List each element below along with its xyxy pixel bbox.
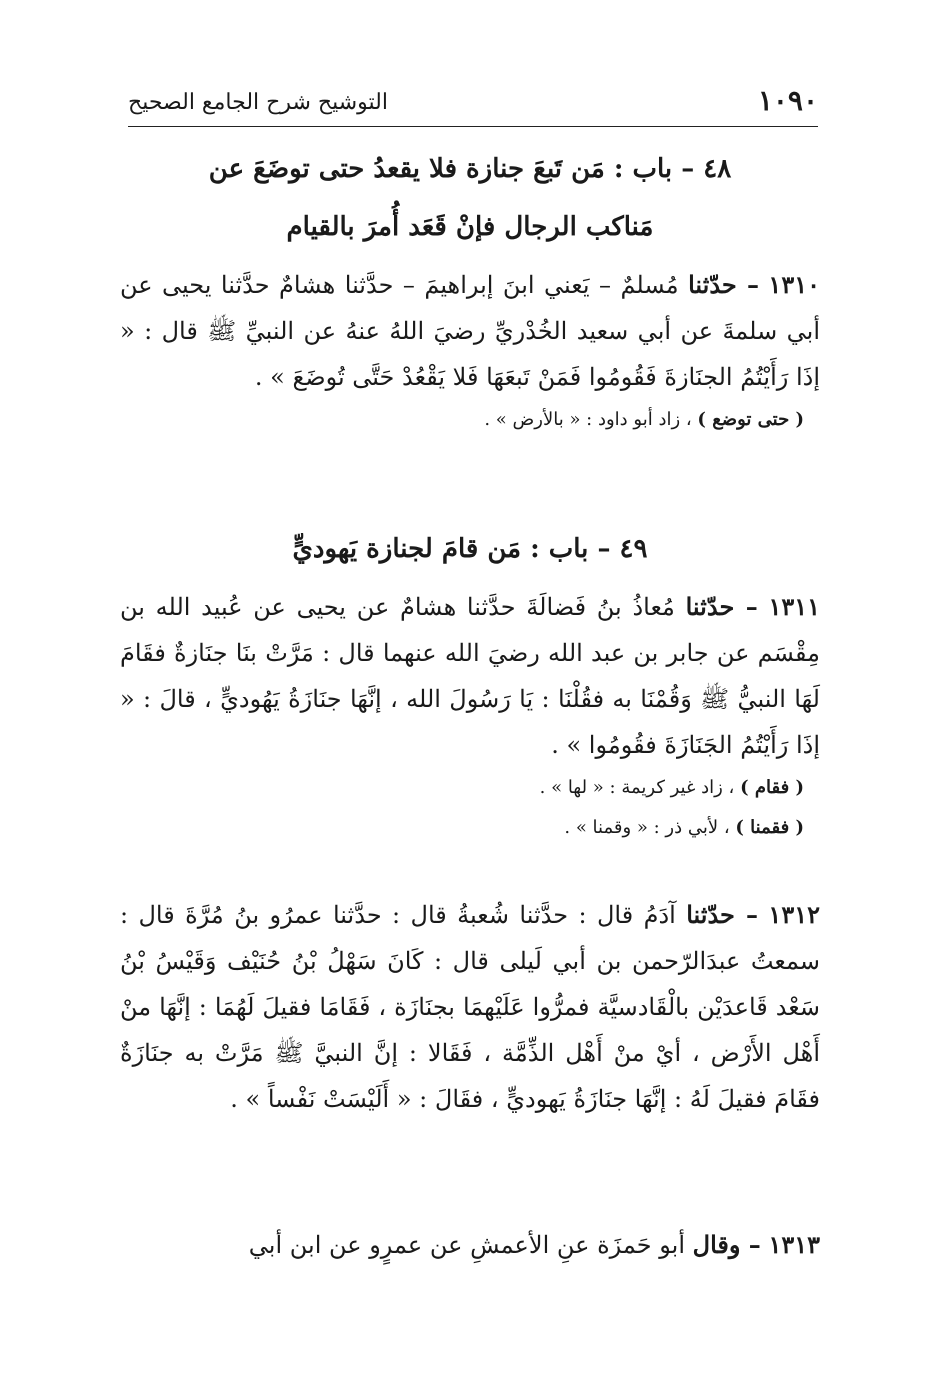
page-header bbox=[128, 82, 818, 127]
hadith-number: ١٣١١ bbox=[768, 592, 820, 621]
hadith-body: مُسلمٌ – يَعني ابنَ إبراهيمَ – حدَّثنا هشامٌ حدَّثنا يحيى عن أبي سلمةَ عن أبي سعيد الخُدْريِّ رضيَ اللهُ عنهُ عن النبيِّ ﷺ قال : « إذَا رَأَيْتُمُ الجنَازةَ فَقُومُوا فَمَنْ تَبعَهَا فَلا يَقْعُدْ حَتَّى تُوضَعَ » . bbox=[120, 271, 820, 391]
hadith-1313 bbox=[120, 1222, 820, 1268]
note-text: ، لأبي ذر : « وقمنا » . bbox=[564, 817, 730, 838]
note-term: ( حتى توضع ) bbox=[697, 409, 804, 430]
note-term: ( فقام ) bbox=[740, 777, 804, 798]
hadith-1310-note bbox=[120, 400, 820, 440]
note-text: ، زاد أبو داود : « بالأرض » . bbox=[484, 409, 692, 430]
hadith-1310-text bbox=[120, 262, 820, 400]
hadith-1310 bbox=[120, 262, 820, 440]
hadith-body: مُعاذُ بنُ فَضالَةَ حدَّثنا هشامٌ عن يحيى عن عُبيد الله بن مِقْسَم عن جابر بن عبد الله رضيَ الله عنهما قال : مَرَّتْ بنَا جنَازةٌ فقَامَ لَهَا النبيُّ ﷺ وَقُمْنَا به فقُلْنَا : يَا رَسُولَ الله ، إنَّهَا جنَازَةُ يَهُوديٍّ ، قالَ : « إذَا رَأَيْتُمُ الجَنَازَةَ فقُومُوا » . bbox=[120, 593, 820, 759]
hadith-number: ١٣١٣ bbox=[768, 1230, 820, 1259]
hadith-number: ١٣١٠ bbox=[768, 270, 820, 299]
hadith-1313-text bbox=[120, 1222, 820, 1268]
hadith-1311 bbox=[120, 584, 820, 848]
hadith-1311-text bbox=[120, 584, 820, 768]
hadith-1312 bbox=[120, 892, 820, 1122]
note-text: ، زاد غير كريمة : « لها » . bbox=[539, 777, 735, 798]
hadith-number: ١٣١٢ bbox=[768, 900, 820, 929]
hadith-lead: – حدّثنا bbox=[688, 270, 759, 299]
running-title: التوشيح شرح الجامع الصحيح bbox=[128, 90, 388, 115]
note-term: ( فقمنا ) bbox=[735, 817, 804, 838]
hadith-1312-text bbox=[120, 892, 820, 1122]
hadith-lead: – حدّثنا bbox=[686, 900, 759, 929]
hadith-1311-note-2 bbox=[120, 808, 820, 848]
chapter-48-heading bbox=[120, 140, 820, 256]
hadith-lead: – وقال bbox=[692, 1230, 761, 1259]
chapter-48-heading-line-2: مَناكب الرجال فإنْ قَعَد أُمرَ بالقيام bbox=[286, 212, 654, 242]
chapter-49-heading bbox=[120, 520, 820, 578]
hadith-body: أبو حَمزَة عنِ الأعمشِ عن عمرٍو عن ابن أبي bbox=[248, 1231, 685, 1259]
hadith-1311-note-1 bbox=[120, 768, 820, 808]
chapter-49-heading-line-1: ٤٩ – باب : مَن قامَ لجنازة يَهوديٍّ bbox=[292, 534, 648, 564]
page-number: ١٠٩٠ bbox=[757, 84, 818, 117]
hadith-lead: – حدّثنا bbox=[685, 592, 758, 621]
hadith-body: آدَمُ قال : حدَّثنا شُعبةُ قال : حدَّثنا عمرُو بنُ مُرَّةَ قال : سمعتُ عبدَالرّحمن بن أبي لَيلى قال : كَانَ سَهْلُ بْنُ حُنَيْف وَقَيْسُ بْنُ سَعْد قَاعدَيْن بالْقَادسيَّة فمرُّوا عَلَيْهمَا بجنَازَة ، فَقَامَا فقيلَ لَهُمَا : إنَّهَا منْ أَهْل الأَرْض ، أيْ منْ أَهْل الذِّمَّة ، فَقَالا : إنَّ النبيَّ ﷺ مَرَّتْ به جنَازَةٌ فقَامَ فقيلَ لَهُ : إنَّهَا جنَازَةُ يَهوديٍّ ، فقَالَ : « أَلَيْسَتْ نَفْساً » . bbox=[120, 901, 820, 1113]
chapter-48-heading-line-1: ٤٨ – باب : مَن تَبعَ جنازة فلا يقعدُ حتى توضَعَ عن bbox=[208, 154, 732, 184]
